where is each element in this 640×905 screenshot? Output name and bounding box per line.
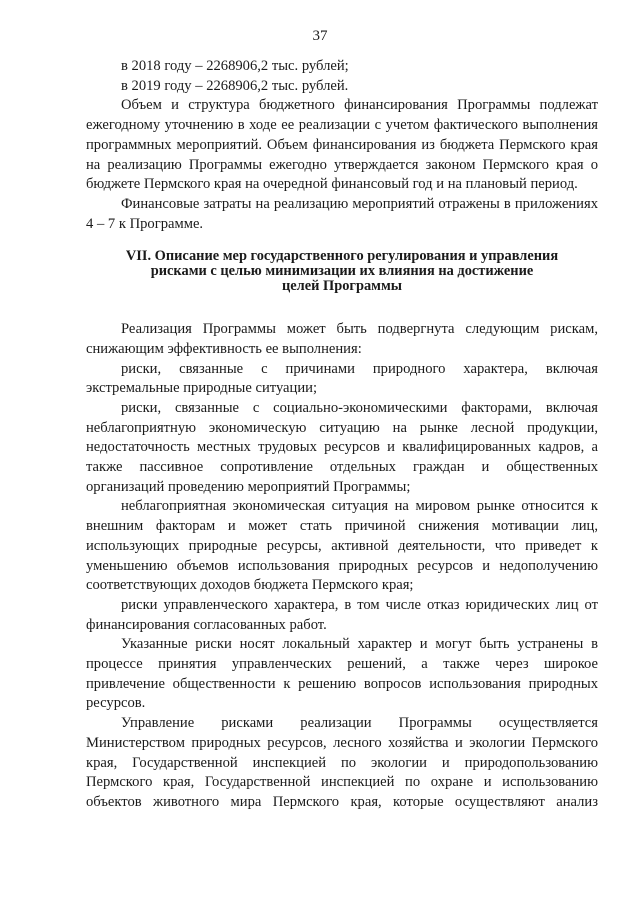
paragraph: Управление рисками реализации Программы осуществляется Министерством природных ресурсов, лесного хозяйства и экологии Пермского края, Государственной инспекцией по экологии и природопользованию Пермского края, Государственной инспекцией по охране и использованию объектов животного мира Пермского края, которые осуществляют анализ	[86, 715, 598, 810]
paragraph: Финансовые затраты на реализацию мероприятий отражены в приложениях 4 – 7 к Программе.	[86, 195, 598, 232]
paragraph: в 2018 году – 2268906,2 тыс. рублей;	[121, 58, 349, 74]
paragraph: в 2019 году – 2268906,2 тыс. рублей.	[121, 77, 349, 94]
document-body	[86, 57, 598, 813]
paragraph: риски, связанные с социально-экономическими факторами, включая неблагоприятную экономическую ситуацию на рынке лесной продукции, недостаточность местных трудовых ресурсов и квалифицированных кадров, а также пассивное сопротивление отдельных граждан и общественных организаций проведению мероприятий Программы;	[86, 399, 598, 495]
page-number: 37	[312, 28, 328, 44]
paragraph: Объем и структура бюджетного финансирования Программы подлежат ежегодному уточнению в ходе ее реализации с учетом фактического выполнения программных мероприятий. Объем финансирования из бюджета Пермского края на реализацию Программы ежегодно утверждается законом Пермского края о бюджете Пермского края на очередной финансовый год и на плановый период.	[86, 97, 598, 193]
section-heading-line: рисками с целью минимизации их влияния на достижение	[150, 262, 534, 279]
paragraph: Указанные риски носят локальный характер и могут быть устранены в процессе принятия управленческих решений, а также через широкое привлечение общественности к решению вопросов использования природных ресурсов.	[86, 636, 598, 712]
section-heading	[86, 249, 598, 293]
paragraph: риски, связанные с причинами природного характера, включая экстремальные природные ситуации;	[86, 360, 598, 397]
paragraph: Реализация Программы может быть подвергнута следующим рискам, снижающим эффективность ее выполнения:	[86, 321, 598, 357]
section-heading-line: VII. Описание мер государственного регулирования и управления	[125, 248, 559, 265]
section-heading-line: целей Программы	[282, 277, 402, 294]
paragraph: риски управленческого характера, в том числе отказ юридических лиц от финансирования согласованных работ.	[86, 596, 598, 633]
paragraph: неблагоприятная экономическая ситуация на мировом рынке относится к внешним факторам и может стать причиной снижения мотивации лиц, использующих природные ресурсы, активной деятельности, что приведет к уменьшению объемов использования природных ресурсов и недополучению соответствующих доходов бюджета Пермского края;	[86, 498, 598, 594]
spacer	[86, 311, 598, 320]
